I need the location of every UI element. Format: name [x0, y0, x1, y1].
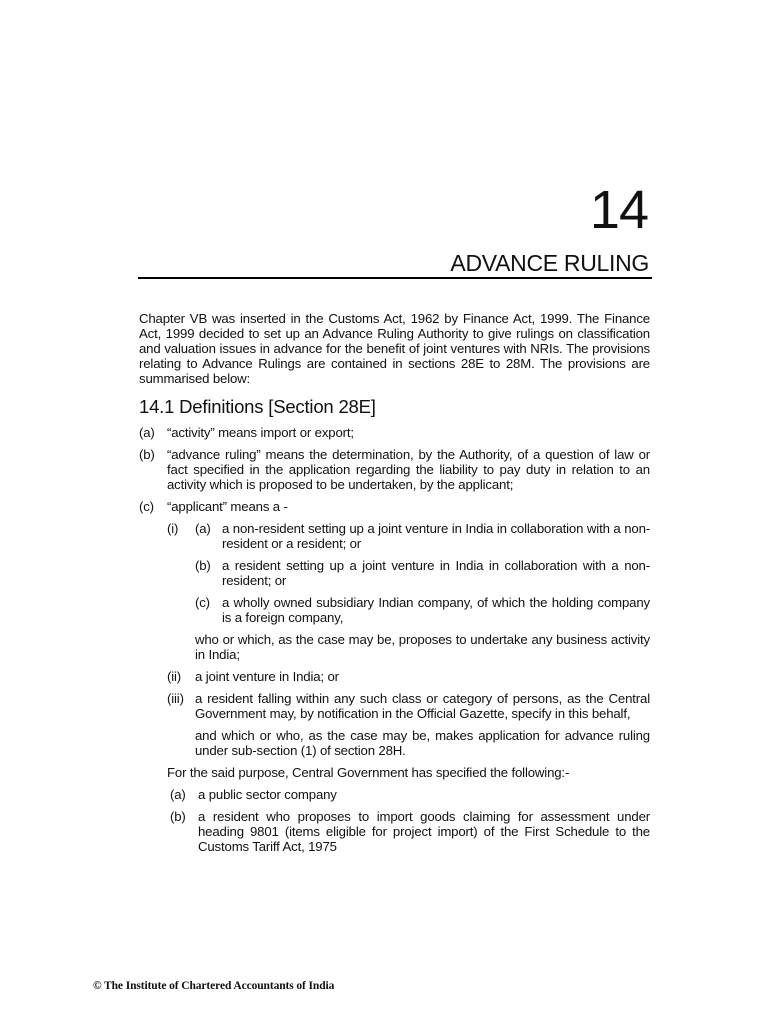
clause-i — [167, 521, 650, 662]
clause-label: (iii) — [167, 691, 184, 706]
chapter-title: ADVANCE RULING — [450, 250, 649, 276]
specified-item — [170, 787, 650, 802]
specified-label: (a) — [170, 787, 186, 802]
sub-clause-item — [195, 521, 650, 551]
specified-intro: For the said purpose, Central Government has specified the following:- — [167, 765, 570, 780]
clause-i-body — [195, 521, 650, 662]
clause-i-tail: who or which, as the case may be, proposes to undertake any business activity in India; — [195, 632, 650, 662]
specified-item — [170, 809, 650, 854]
intro-paragraph: Chapter VB was inserted in the Customs Act, 1962 by Finance Act, 1999. The Finance Act, 1999 decided to set up an Advance Ruling Authority to give rulings on classification and valuation issues in advance for the benefit of joint ventures with NRIs. The provisions relating to Advance Rulings are contained in sections 28E to 28M. The provisions are summarised below: — [139, 311, 650, 386]
definition-item — [139, 447, 650, 492]
chapter-body — [139, 311, 650, 861]
specified-label: (b) — [170, 809, 186, 824]
clause-label: (ii) — [167, 669, 182, 684]
definition-text: “applicant” means a - — [167, 499, 288, 514]
sub-clause-item — [195, 558, 650, 588]
sub-clause-label: (c) — [195, 595, 210, 610]
definition-item — [139, 499, 650, 514]
definition-label: (b) — [139, 447, 155, 462]
sub-clause-label: (a) — [195, 521, 211, 536]
clause-label: (i) — [167, 521, 179, 536]
chapter-number: 14 — [589, 180, 648, 240]
specified-text: a resident who proposes to import goods claiming for assessment under heading 9801 (items eligible for project import) of the First Schedule to the Customs Tariff Act, 1975 — [198, 809, 650, 854]
clause-text: a resident falling within any such class or category of persons, as the Central Government may, by notification in the Official Gazette, specify in this behalf, — [195, 691, 650, 721]
sub-clause-text: a non-resident setting up a joint venture in India in collaboration with a non-resident or a resident; or — [222, 521, 650, 551]
definition-text: “activity” means import or export; — [167, 425, 354, 440]
sub-clause-label: (b) — [195, 558, 211, 573]
clause-text: a joint venture in India; or — [195, 669, 339, 684]
copyright-footer: © The Institute of Chartered Accountants of India — [93, 980, 335, 992]
title-rule — [138, 277, 652, 279]
clause-iii-tail: and which or who, as the case may be, makes application for advance ruling under sub-section (1) of section 28H. — [195, 728, 650, 758]
sub-clause-text: a wholly owned subsidiary Indian company, of which the holding company is a foreign company, — [222, 595, 650, 625]
applicant-clauses — [167, 521, 650, 854]
clause-ii — [167, 669, 650, 684]
sub-clause-text: a resident setting up a joint venture in India in collaboration with a non-resident; or — [222, 558, 650, 588]
definition-label: (c) — [139, 499, 154, 514]
definition-text: “advance ruling” means the determination, by the Authority, of a question of law or fact specified in the application regarding the liability to pay duty in relation to an activity which is proposed to be undertaken, by the applicant; — [167, 447, 650, 492]
sub-clause-item — [195, 595, 650, 625]
definition-label: (a) — [139, 425, 155, 440]
section-heading: 14.1 Definitions [Section 28E] — [139, 396, 376, 417]
clause-iii — [167, 691, 650, 721]
specified-text: a public sector company — [198, 787, 337, 802]
definition-item — [139, 425, 650, 440]
